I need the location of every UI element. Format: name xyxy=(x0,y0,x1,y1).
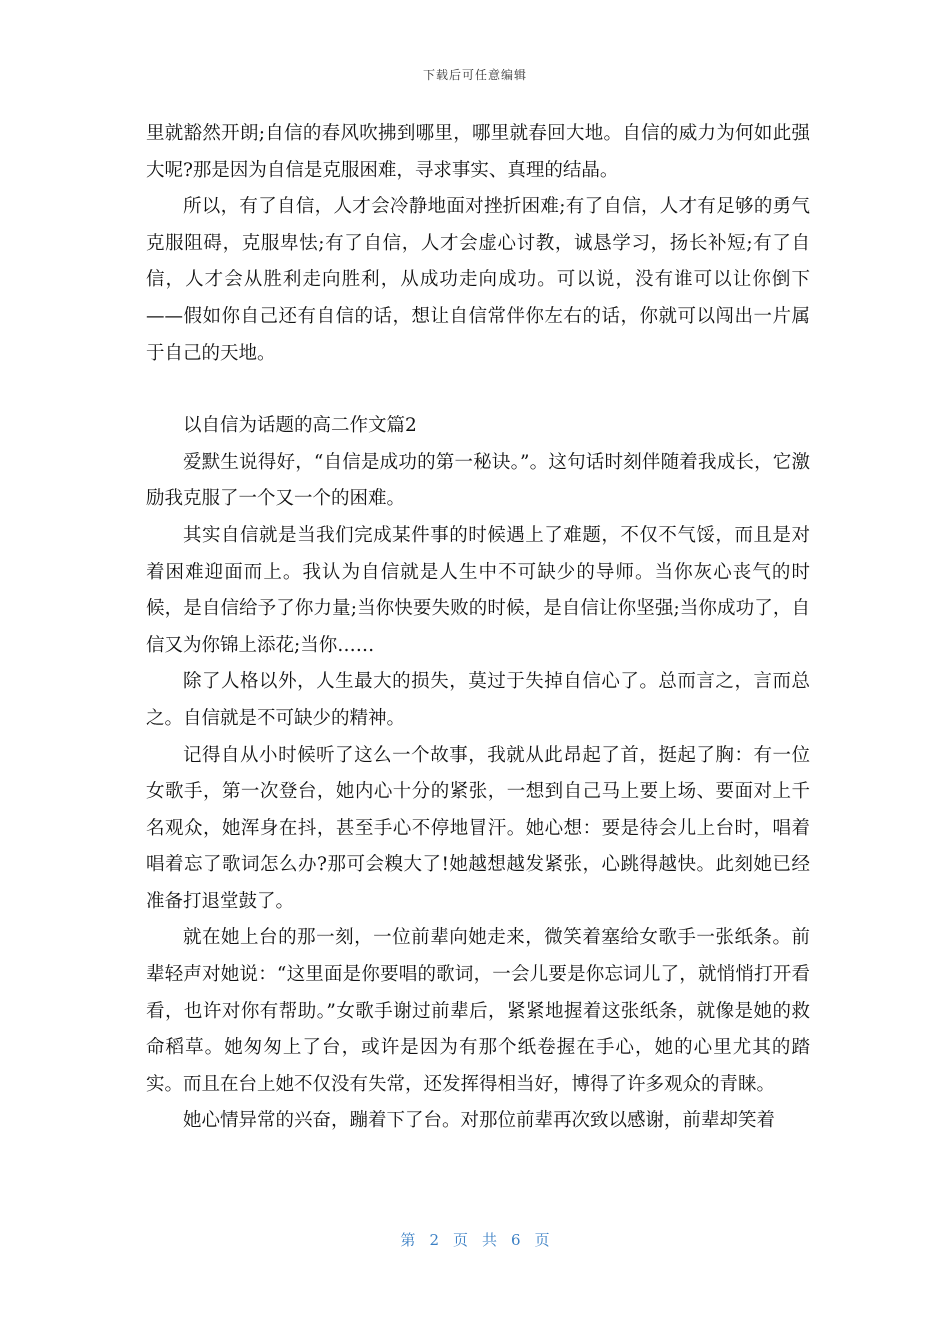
page-word: 第 xyxy=(400,1231,416,1249)
paragraph: 除了人格以外，人生最大的损失，莫过于失掉自信心了。总而言之，言而总之。自信就是不可缺少的精神。 xyxy=(146,671,810,729)
page-unit: 页 xyxy=(452,1231,468,1249)
page-header: 下载后可任意编辑 xyxy=(422,68,527,82)
essay-title: 以自信为话题的高二作文篇2 xyxy=(183,415,417,437)
paragraph: 其实自信就是当我们完成某件事的时候遇上了难题，不仅不气馁，而且是对着困难迎面而上。我认为自信就是人生中不可缺少的导师。当你灰心丧气的时候，是自信给予了你力量;当你快要失败的时候，是自信让你坚强;当你成功了，自信又为你锦上添花;当你…… xyxy=(146,524,810,656)
current-page-number: 2 xyxy=(429,1231,439,1249)
paragraph: 就在她上台的那一刻，一位前辈向她走来，微笑着塞给女歌手一张纸条。前辈轻声对她说：“这里面是你要唱的歌词，一会儿要是你忘词儿了，就悄悄打开看看，也许对你有帮助。”女歌手谢过前辈后，紧紧地握着这张纸条，就像是她的救命稻草。她匆匆上了台，或许是因为有那个纸卷握在手心，她的心里尤其的踏实。而且在台上她不仅没有失常，还发挥得相当好，博得了许多观众的青睐。 xyxy=(146,927,810,1095)
document-body xyxy=(146,116,810,1140)
paragraph: 她心情异常的兴奋，蹦着下了台。对那位前辈再次致以感谢，前辈却笑着 xyxy=(183,1110,776,1132)
total-unit: 页 xyxy=(534,1231,550,1249)
paragraph: 所以，有了自信，人才会冷静地面对挫折困难;有了自信，人才有足够的勇气克服阻碍，克服卑怯;有了自信，人才会虚心讨教，诚恳学习，扬长补短;有了自信，人才会从胜利走向胜利，从成功走向成功。可以说，没有谁可以让你倒下——假如你自己还有自信的话，想让自信常伴你左右的话，你就可以闯出一片属于自己的天地。 xyxy=(146,196,810,364)
page-footer xyxy=(0,1229,950,1250)
total-pages-number: 6 xyxy=(511,1231,521,1249)
paragraph: 记得自从小时候听了这么一个故事，我就从此昂起了首，挺起了胸：有一位女歌手，第一次登台，她内心十分的紧张，一想到自己马上要上场、要面对上千名观众，她浑身在抖，甚至手心不停地冒汗。她心想：要是待会儿上台时，唱着唱着忘了歌词怎么办?那可会糗大了!她越想越发紧张，心跳得越快。此刻她已经准备打退堂鼓了。 xyxy=(146,744,810,912)
paragraph-continuation: 里就豁然开朗;自信的春风吹拂到哪里，哪里就春回大地。自信的威力为何如此强大呢?那是因为自信是克服困难，寻求事实、真理的结晶。 xyxy=(146,123,810,181)
paragraph: 爱默生说得好，“自信是成功的第一秘诀。”。这句话时刻伴随着我成长，它激励我克服了一个又一个的困难。 xyxy=(146,451,810,510)
total-word: 共 xyxy=(482,1231,498,1249)
